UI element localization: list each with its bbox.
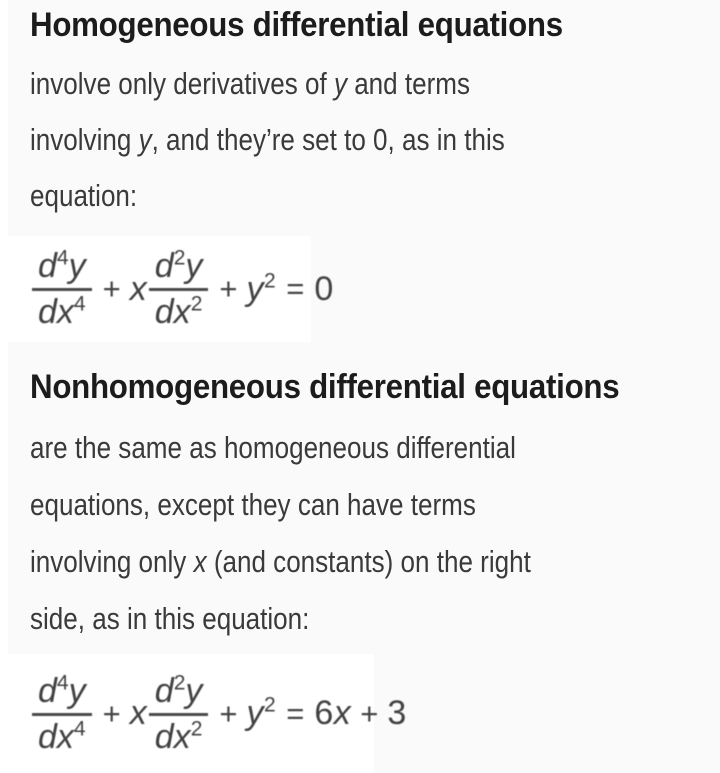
math-y: y (185, 247, 203, 285)
text-segment: involving (30, 122, 139, 157)
rhs-zero: 0 (314, 269, 334, 308)
rhs-6x (314, 694, 351, 733)
fraction-d2y-dx2 (149, 246, 209, 331)
exponent: 4 (73, 292, 86, 316)
text-segment: are the same as homogeneous differential (30, 430, 516, 465)
exponent: 2 (173, 246, 186, 270)
math-y: y (185, 671, 203, 710)
math-d: d (154, 671, 174, 710)
exponent: 2 (190, 292, 203, 316)
plus-operator: + (102, 695, 121, 731)
rhs-coefficient: 6 (314, 694, 334, 732)
math-d: d (38, 247, 57, 285)
exponent: 2 (264, 269, 277, 293)
exponent: 2 (264, 693, 277, 717)
y-squared-term (247, 694, 277, 733)
equation-homogeneous (8, 246, 334, 331)
math-variable: y (333, 66, 347, 101)
section-heading-homogeneous: Homogeneous differential equations (30, 6, 563, 44)
equation-nonhomogeneous (8, 671, 407, 756)
coefficient-x: x (129, 694, 147, 732)
exponent: 2 (190, 717, 203, 741)
math-variable: y (138, 122, 152, 157)
text-segment: equations, except they can have terms (30, 487, 476, 522)
math-y: y (246, 269, 265, 308)
equation-image-homogeneous (8, 236, 334, 342)
exponent: 4 (73, 717, 86, 741)
math-dx: dx (38, 293, 74, 331)
text-segment: equation: (30, 178, 138, 213)
page-left-margin (0, 0, 8, 773)
exponent: 2 (173, 671, 186, 695)
y-squared-term (247, 270, 277, 309)
equation-image-nonhomogeneous (8, 654, 407, 773)
plus-operator: + (219, 695, 238, 731)
math-dx: dx (154, 293, 191, 331)
exponent: 4 (56, 671, 69, 695)
math-y: y (68, 247, 86, 285)
plus-operator: + (219, 271, 238, 306)
fraction-d4y-dx4 (32, 671, 92, 756)
paragraph-line (30, 541, 531, 583)
text-segment: , and they’re set to 0, as in this (151, 122, 505, 157)
plus-operator: + (102, 271, 121, 306)
exponent: 4 (56, 246, 69, 270)
plus-operator: + (360, 695, 379, 731)
math-variable: x (193, 544, 207, 579)
paragraph-line (30, 175, 137, 217)
text-segment: (and constants) on the right (206, 544, 531, 579)
math-d: d (38, 671, 57, 710)
equals-sign: = (286, 695, 305, 731)
math-dx: dx (38, 717, 74, 756)
section-heading-nonhomogeneous: Nonhomogeneous differential equations (30, 368, 620, 406)
fraction-d2y-dx2 (149, 671, 209, 756)
paragraph-line (30, 484, 476, 526)
math-y: y (246, 694, 265, 732)
math-y: y (68, 671, 86, 710)
text-segment: and terms (346, 66, 470, 101)
paragraph-line (30, 427, 516, 469)
paragraph-line (30, 119, 505, 161)
paragraph-line (30, 63, 470, 105)
text-segment: involve only derivatives of (30, 66, 334, 101)
rhs-constant: 3 (387, 694, 407, 732)
text-segment: side, as in this equation: (30, 601, 310, 636)
math-d: d (154, 247, 174, 285)
text-segment: involving only (30, 544, 194, 579)
fraction-d4y-dx4 (32, 246, 92, 331)
paragraph-line (30, 598, 309, 640)
math-dx: dx (154, 717, 191, 756)
equals-sign: = (286, 271, 305, 306)
math-x: x (333, 694, 352, 732)
coefficient-x: x (129, 269, 147, 308)
